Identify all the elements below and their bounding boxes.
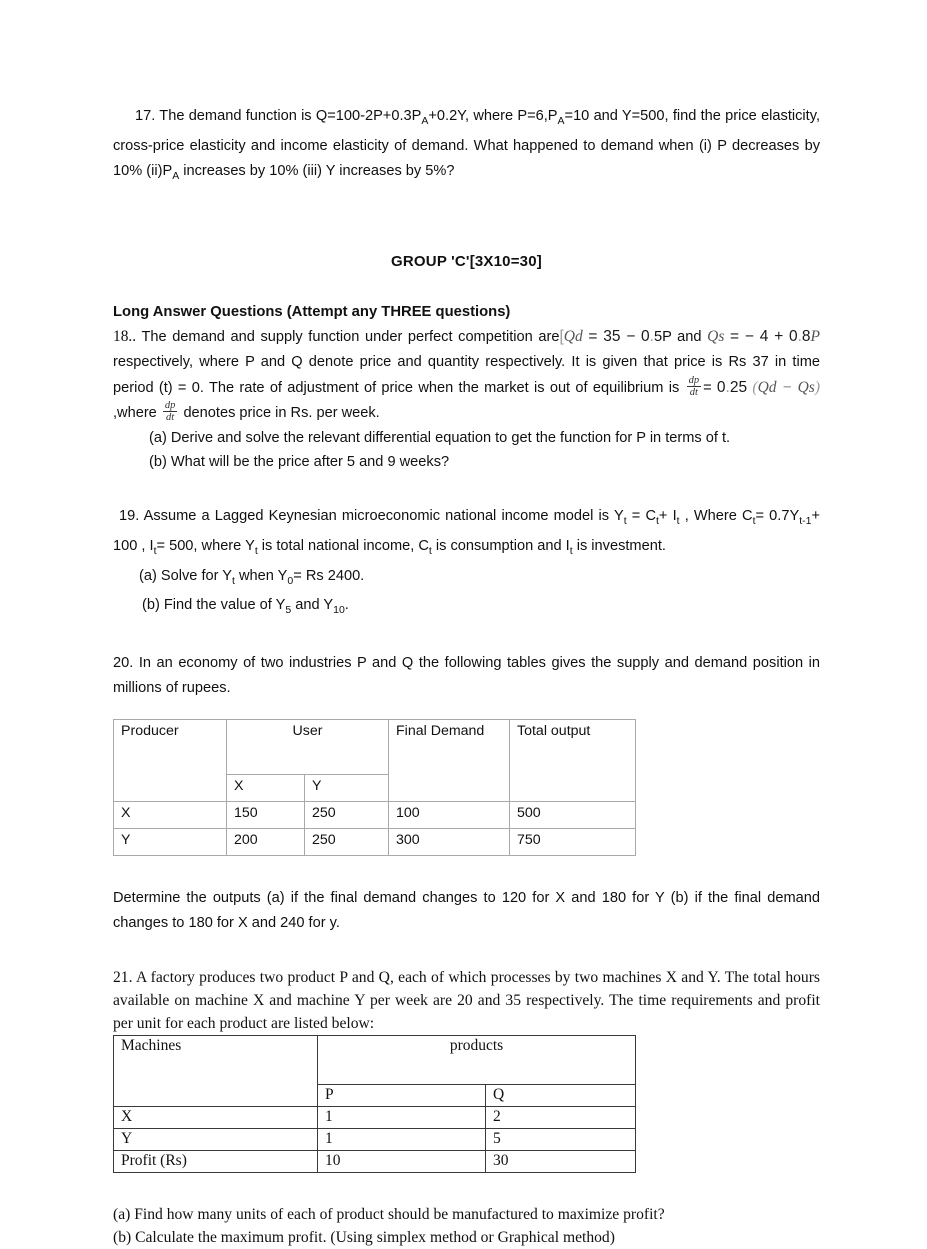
q19-line1-a: 19. Assume a Lagged Keynesian microeconomic national income model is Y <box>119 507 624 524</box>
q19-sub-b-part1: (b) Find the value of Y <box>142 596 286 613</box>
q19-sub-b <box>113 593 820 622</box>
q18-value-05-rest: 5P <box>653 328 672 345</box>
q19-sub-a-part1: (a) Solve for Y <box>139 567 233 584</box>
table-supply-demand <box>113 719 636 856</box>
header-total-output: Total output <box>510 720 636 802</box>
header-final-demand: Final Demand <box>389 720 510 802</box>
q19-sub-t1: t <box>623 514 627 527</box>
q19-line2-a: + 100 , I <box>113 507 821 554</box>
question-21: 21. A factory produces two product P and Q, each of which processes by two machines X and Y. The total hours available on machine X and machine Y per week are 20 and 35 respectively. The time requirements and profit per unit for each product are listed below: <box>113 969 820 1033</box>
q18-qs: Qs <box>797 378 815 396</box>
header-products: products <box>318 1036 636 1085</box>
q18-value-025-dot: . <box>725 378 730 396</box>
question-20-followup: Determine the outputs (a) if the final demand changes to 120 for X and 180 for Y (b) if the final demand changes to 180 for X and 240 for y. <box>113 890 820 932</box>
q18-fraction-dp-dt-2 <box>163 400 178 424</box>
q19-line1-b: = C <box>626 507 656 524</box>
header-machines: Machines <box>114 1036 318 1107</box>
q18-eq-qd: Qd <box>563 327 583 345</box>
q19-line2-c: is total national income, C <box>257 537 429 554</box>
q19-sub-a-sub2: 0 <box>287 574 294 587</box>
q19-sub-b-part3: . <box>344 596 349 613</box>
question-17 <box>113 104 820 189</box>
q19-sub-t9: t <box>569 544 573 557</box>
cell-machine: Y <box>114 1129 318 1151</box>
spacer <box>113 1173 820 1203</box>
q18-bracket: [ <box>559 327 564 345</box>
cell-user-y: 250 <box>305 802 389 829</box>
q18-paren-open: ( <box>752 378 758 396</box>
q18-and: and <box>677 328 702 345</box>
q18-paren-close: ) <box>814 378 820 396</box>
group-c-heading: GROUP 'C'[3X10=30] <box>391 252 542 270</box>
question-18-subitems <box>113 426 820 474</box>
q19-sub-a-sub1: t <box>232 574 235 587</box>
q19-line2-b: = 500, where Y <box>156 537 255 554</box>
cell-machine: Profit (Rs) <box>114 1151 318 1173</box>
cell-user-y: 250 <box>305 829 389 856</box>
q18-tail-text: denotes price in Rs. per week. <box>183 404 380 421</box>
spacer <box>113 936 820 966</box>
q17-text-part3: =10 and Y=500, find the price elasticity, cross-price elasticity and income elasticity of demand. What happened to demand when (i) P decreases by 10% (ii)P <box>113 108 820 179</box>
q17-sub-a2: A <box>557 114 565 127</box>
question-18 <box>113 324 820 426</box>
cell-final-demand: 300 <box>389 829 510 856</box>
q18-tail-comma: ,where <box>113 404 157 421</box>
header-user-x: X <box>227 775 305 802</box>
cell-final-demand: 100 <box>389 802 510 829</box>
q17-text-part2: +0.2Y, where P=6,P <box>428 108 558 124</box>
q18-value-05: 0 <box>641 327 650 345</box>
q17-text-part4: increases by 10% (iii) Y increases by 5%? <box>179 162 455 179</box>
q19-line2-e: is investment. <box>572 537 666 554</box>
cell-q: 5 <box>486 1129 636 1151</box>
spacer <box>113 270 820 300</box>
q19-line1-c: + I <box>658 507 677 524</box>
cell-total-output: 750 <box>510 829 636 856</box>
table-row-header <box>114 720 636 775</box>
q19-sub-t8: t <box>428 544 432 557</box>
q19-line1-e: = 0.7Y <box>755 507 800 524</box>
q19-sub-t4: t <box>752 514 756 527</box>
q19-sub-b-sub1: 5 <box>285 603 292 616</box>
question-19-subitems <box>113 564 820 622</box>
document-content <box>113 104 820 1249</box>
cell-machine: X <box>114 1107 318 1129</box>
fraction-numerator: dp <box>688 375 700 387</box>
question-20: 20. In an economy of two industries P and Q the following tables gives the supply and demand position in millions of rupees. <box>113 655 820 697</box>
q19-sub-a <box>113 564 820 593</box>
q19-sub-b-sub2: 10 <box>333 603 345 616</box>
table-machines <box>113 1035 636 1173</box>
cell-q: 2 <box>486 1107 636 1129</box>
cell-p: 10 <box>318 1151 486 1173</box>
long-answer-heading: Long Answer Questions (Attempt any THREE questions) <box>113 303 511 320</box>
q19-sub-t5: t-1 <box>799 514 812 527</box>
q18-number: 18.. <box>113 327 137 345</box>
q21-sub-b: (b) Calculate the maximum profit. (Using simplex method or Graphical method) <box>113 1229 615 1247</box>
q18-sub-b: (b) What will be the price after 5 and 9 weeks? <box>149 453 450 470</box>
cell-q: 30 <box>486 1151 636 1173</box>
header-product-p: P <box>318 1085 486 1107</box>
table-row <box>114 1151 636 1173</box>
q18-qd: Qd <box>757 378 777 396</box>
fraction-denominator: dt <box>687 386 702 398</box>
spacer <box>113 474 820 504</box>
q18-eq-qs-rhs: = − 4 + <box>729 327 784 345</box>
question-19 <box>113 504 820 564</box>
q17-sub-a1: A <box>421 114 429 127</box>
q18-fraction-dp-dt-1 <box>687 375 702 399</box>
spacer <box>113 621 820 651</box>
q18-sub-a: (a) Derive and solve the relevant differential equation to get the function for P in terms of t. <box>149 429 731 446</box>
cell-p: 1 <box>318 1129 486 1151</box>
header-user: User <box>227 720 389 775</box>
q19-line1-d: , Where C <box>679 507 753 524</box>
q18-p-italic: P <box>810 327 820 345</box>
q19-sub-t2: t <box>655 514 659 527</box>
q19-sub-t3: t <box>676 514 680 527</box>
q18-value-08-rest: 8 <box>801 327 811 345</box>
table-row-header <box>114 1036 636 1085</box>
q19-sub-t6: t <box>153 544 157 557</box>
q18-value-08-dot: . <box>797 327 802 345</box>
q19-line2-d: is consumption and I <box>431 537 570 554</box>
table-row <box>114 1107 636 1129</box>
header-product-q: Q <box>486 1085 636 1107</box>
header-producer: Producer <box>114 720 227 802</box>
q18-mid-text: respectively, where P and Q denote price and quantity respectively. It is given that price is Rs 37 in time period (t) = 0. The rate of adjustment of price when the market is out of equilibrium is <box>113 353 820 396</box>
q18-value-025-rest: 25 <box>729 378 748 396</box>
q17-text-part1: 17. The demand function is Q=100-2P+0.3P <box>135 108 422 124</box>
q18-value-08: 0 <box>788 327 798 345</box>
q21-sub-a: (a) Find how many units of each of product should be manufactured to maximize profit? <box>113 1206 665 1224</box>
q18-value-05-dot: . <box>649 327 654 345</box>
header-user-y: Y <box>305 775 389 802</box>
q19-sub-t7: t <box>254 544 258 557</box>
q18-equals: = <box>703 379 712 396</box>
table-row <box>114 802 636 829</box>
spacer <box>113 701 820 719</box>
table-row <box>114 1129 636 1151</box>
cell-user-x: 150 <box>227 802 305 829</box>
cell-producer: X <box>114 802 227 829</box>
cell-user-x: 200 <box>227 829 305 856</box>
spacer <box>113 856 820 886</box>
cell-producer: Y <box>114 829 227 856</box>
q18-minus: − <box>781 378 793 396</box>
q19-sub-b-part2: and Y <box>291 596 334 613</box>
q18-eq-qd-rhs: = 35 − <box>588 327 636 345</box>
cell-total-output: 500 <box>510 802 636 829</box>
cell-p: 1 <box>318 1107 486 1129</box>
fraction-numerator: dp <box>164 400 176 412</box>
q19-sub-a-part3: = Rs 2400. <box>293 567 365 584</box>
q17-sub-a3: A <box>172 169 180 182</box>
q18-lead: The demand and supply function under perfect competition are <box>141 328 560 345</box>
fraction-denominator: dt <box>163 411 178 423</box>
spacer <box>113 189 820 253</box>
q18-eq-qs: Qs <box>707 327 725 345</box>
q18-value-025: 0 <box>716 378 726 396</box>
q19-sub-a-part2: when Y <box>234 567 288 584</box>
table-row <box>114 829 636 856</box>
